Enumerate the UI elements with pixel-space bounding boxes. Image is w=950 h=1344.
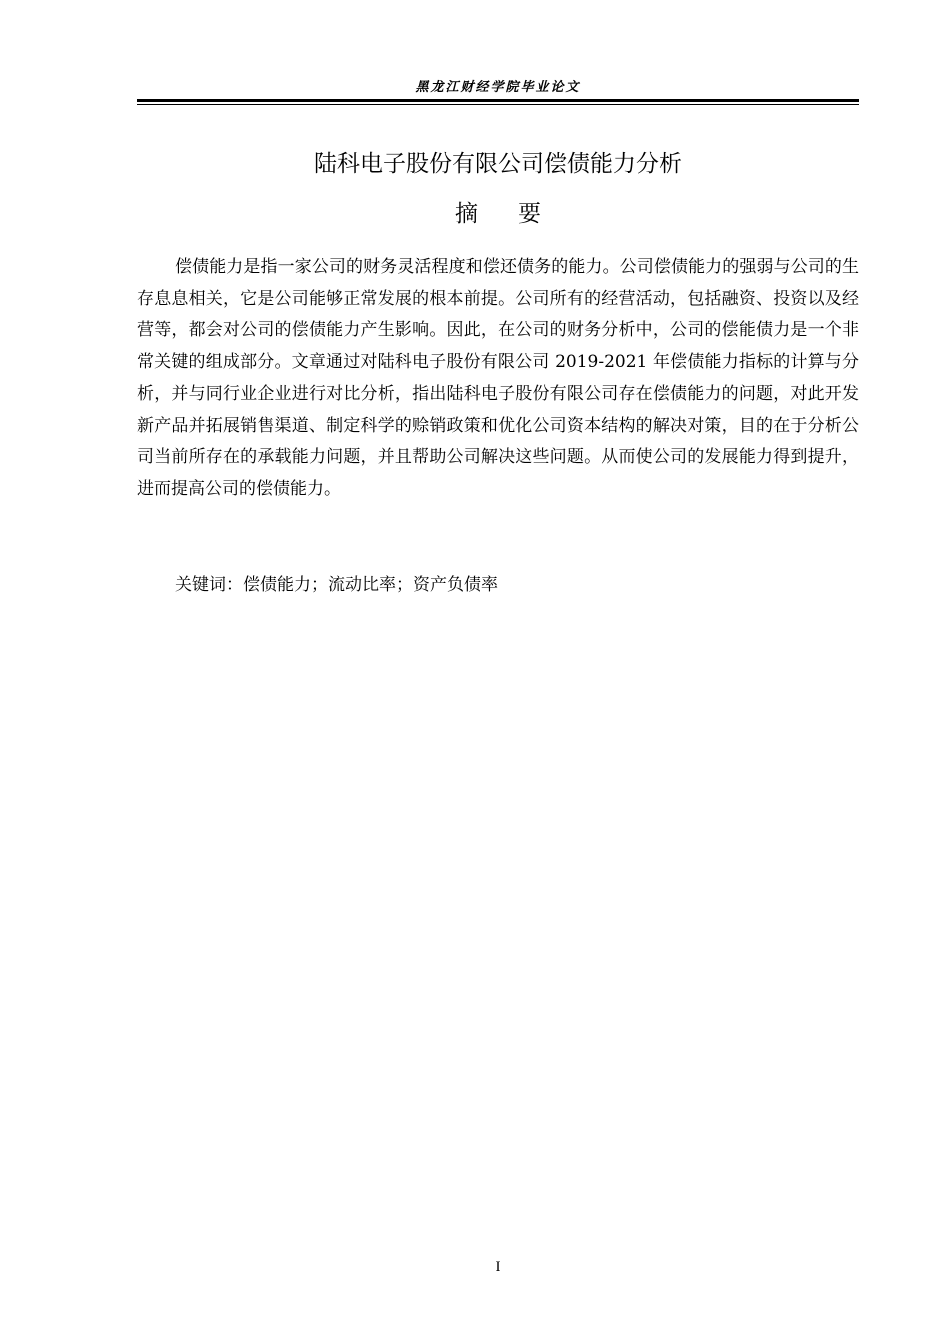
keywords-line xyxy=(175,570,859,601)
header-rule-thick xyxy=(137,99,859,102)
thesis-title: 陆科电子股份有限公司偿债能力分析 xyxy=(314,151,682,177)
keywords-label: 关键词： xyxy=(175,575,243,595)
page-number: I xyxy=(495,1259,501,1275)
abstract-body: 偿债能力是指一家公司的财务灵活程度和偿还债务的能力。公司偿债能力的强弱与公司的生存息息相关，它是公司能够正常发展的根本前提。公司所有的经营活动，包括融资、投资以及经营等，都会对公司的偿债能力产生影响。因此，在公司的财务分析中，公司的偿能债力是一个非常关键的组成部分。文章通过对陆科电子股份有限公司 2019-2021 年偿债能力指标的计算与分析，并与同行业企业进行对比分析，指出陆科电子股份有限公司存在偿债能力的问题，对此开发新产品并拓展销售渠道、制定科学的赊销政策和优化公司资本结构的解决对策，目的在于分析公司当前所存在的承载能力问题，并且帮助公司解决这些问题。从而使公司的发展能力得到提升，进而提高公司的偿债能力。 xyxy=(137,257,859,499)
keywords-value: 偿债能力；流动比率；资产负债率 xyxy=(243,575,498,595)
header-rule-thin xyxy=(137,104,859,105)
running-header: 黑龙江财经学院毕业论文 xyxy=(415,80,581,95)
abstract-heading: 摘要 xyxy=(455,201,581,227)
